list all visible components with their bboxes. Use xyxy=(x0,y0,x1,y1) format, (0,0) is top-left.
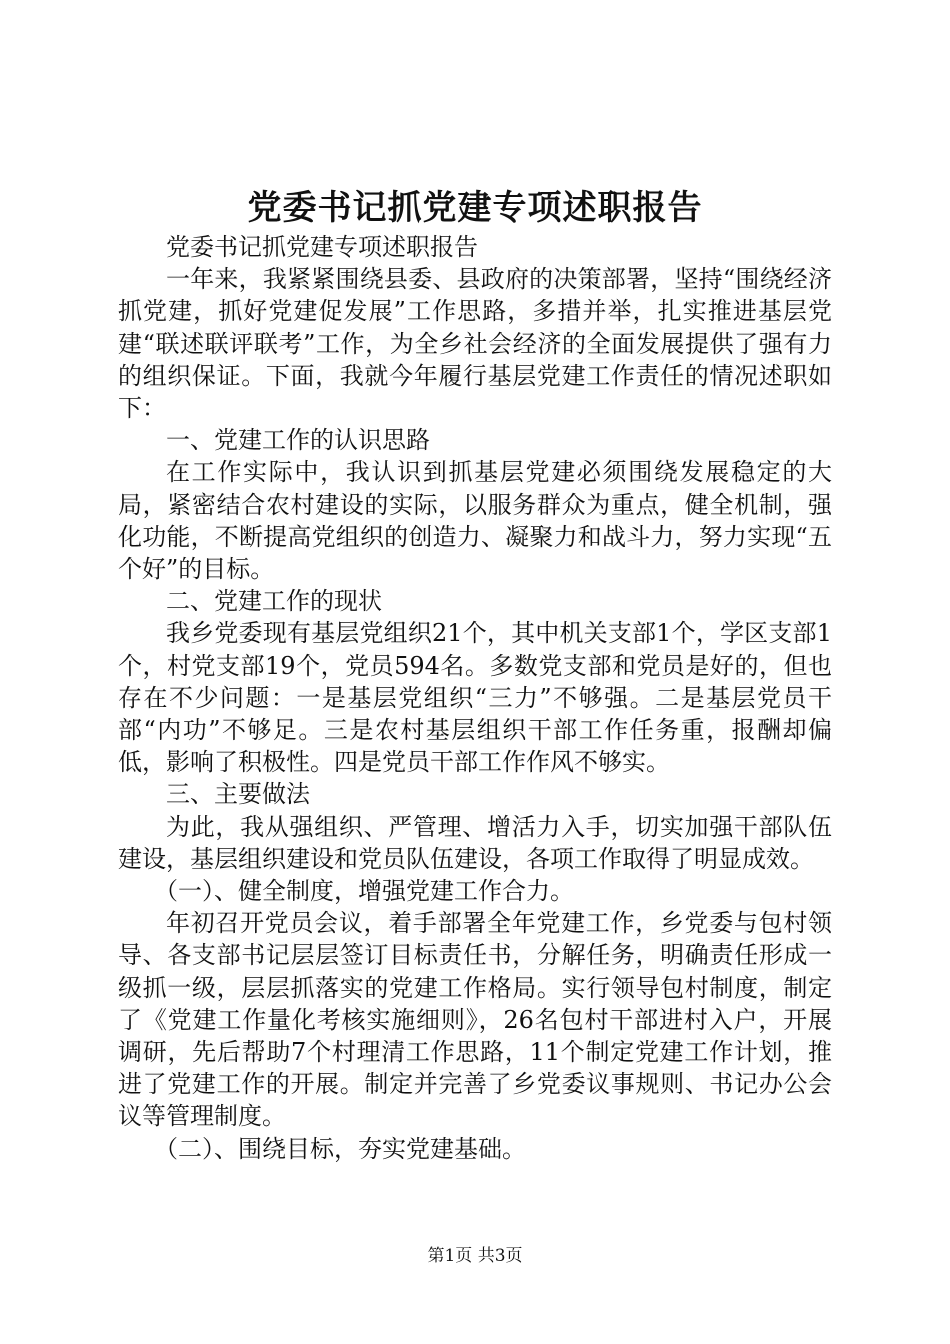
section-heading-3: 三、主要做法 xyxy=(166,780,310,809)
document-title: 党委书记抓党建专项述职报告 xyxy=(247,188,703,228)
section-heading-1: 一、党建工作的认识思路 xyxy=(166,426,430,455)
paragraph-section-1: 在工作实际中，我认识到抓基层党建必须围绕发展稳定的大局，紧密结合农村建设的实际，以服务群众为重点，健全机制，强化功能，不断提高党组织的创造力、凝聚力和战斗力，努力实现“五个好”的目标。 xyxy=(118,458,832,584)
paragraph-intro: 一年来，我紧紧围绕县委、县政府的决策部署，坚持“围绕经济抓党建，抓好党建促发展”工作思路，多措并举，扎实推进基层党建“联述联评联考”工作，为全乡社会经济的全面发展提供了强有力的组织保证。下面，我就今年履行基层党建工作责任的情况述职如下： xyxy=(118,265,832,423)
paragraph-section-2: 我乡党委现有基层党组织21个，其中机关支部1个，学区支部1个，村党支部19个，党员594名。多数党支部和党员是好的，但也存在不少问题：一是基层党组织“三力”不够强。二是基层党员干部“内功”不够足。三是农村基层组织干部工作任务重，报酬却偏低，影响了积极性。四是党员干部工作作风不够实。 xyxy=(118,619,832,777)
paragraph-section-3: 为此，我从强组织、严管理、增活力入手，切实加强干部队伍建设，基层组织建设和党员队伍建设，各项工作取得了明显成效。 xyxy=(118,812,832,873)
subsection-heading-2: （二）、围绕目标，夯实党建基础。 xyxy=(154,1134,526,1163)
subsection-heading-1: （一）、健全制度，增强党建工作合力。 xyxy=(154,877,574,906)
paragraph-repeat-title: 党委书记抓党建专项述职报告 xyxy=(166,233,478,261)
section-heading-2: 二、党建工作的现状 xyxy=(166,587,382,616)
page-number: 第1页 共3页 xyxy=(427,1246,523,1266)
paragraph-subsection-1: 年初召开党员会议，着手部署全年党建工作，乡党委与包村领导、各支部书记层层签订目标责任书，分解任务，明确责任形成一级抓一级，层层抓落实的党建工作格局。实行领导包村制度，制定了《党建工作量化考核实施细则》，26名包村干部进村入户，开展调研，先后帮助7个村理清工作思路，11个制定党建工作计划，推进了党建工作的开展。制定并完善了乡党委议事规则、书记办公会议等管理制度。 xyxy=(118,909,832,1131)
document-body xyxy=(118,231,832,1165)
